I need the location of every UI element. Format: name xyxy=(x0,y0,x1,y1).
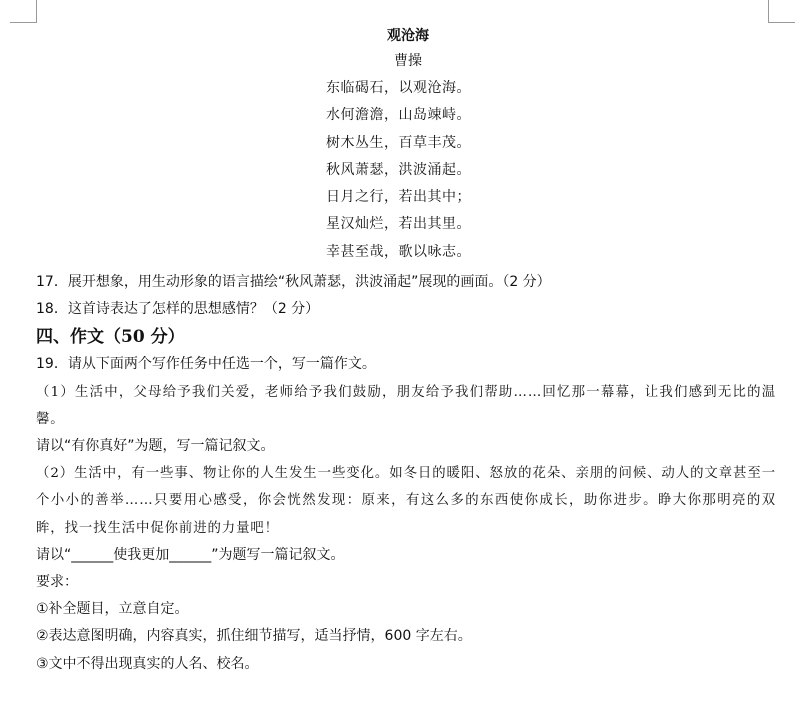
writing-task-2-instruction: 请以“______使我更加______”为题写一篇记叙文。 xyxy=(36,546,345,563)
poem-block xyxy=(0,24,812,260)
poem-line: 水何澹澹，山岛竦峙。 xyxy=(326,107,471,124)
writing-task-1: （1）生活中，父母给予我们关爱，老师给予我们鼓励，朋友给予我们帮助……回忆那一幕幕，让我们感到无比的温馨。 xyxy=(36,384,776,427)
poem-line: 日月之行，若出其中； xyxy=(326,189,471,206)
poem-line: 幸甚至哉，歌以咏志。 xyxy=(326,243,471,260)
exam-content xyxy=(36,269,776,678)
crop-mark-top-right xyxy=(768,0,795,23)
crop-mark-top-left xyxy=(10,0,37,23)
writing-task-1-instruction: 请以“有你真好”为题，写一篇记叙文。 xyxy=(36,437,275,454)
writing-task-2: （2）生活中，有一些事、物让你的人生发生一些变化。如冬日的暖阳、怒放的花朵、亲朋的问候、动人的文章甚至一个小小的善举……只要用心感受，你会恍然发现：原来，有这么多的东西使你成长，助你进步。睁大你那明亮的双眸，找一找生活中促你前进的力量吧！ xyxy=(36,466,776,536)
poem-lines xyxy=(326,75,526,266)
poem-line: 东临碣石，以观沧海。 xyxy=(326,80,471,96)
poem-title: 观沧海 xyxy=(387,28,429,44)
requirements-label: 要求： xyxy=(36,573,78,590)
poem-author: 曹操 xyxy=(394,53,422,69)
question-17: 17．展开想象，用生动形象的语言描绘“秋风萧瑟，洪波涌起”展现的画面。（2 分） xyxy=(36,274,551,290)
question-18: 18．这首诗表达了怎样的思想感情？（2 分） xyxy=(36,301,320,318)
requirement-item: ③文中不得出现真实的人名、校名。 xyxy=(36,655,259,672)
requirement-item: ①补全题目，立意自定。 xyxy=(36,601,189,618)
question-19: 19．请从下面两个写作任务中任选一个，写一篇作文。 xyxy=(36,356,376,373)
section-heading-composition: 四、作文（50 分） xyxy=(36,327,185,348)
poem-line: 秋风萧瑟，洪波涌起。 xyxy=(326,161,471,178)
poem-line: 树木丛生，百草丰茂。 xyxy=(326,134,471,151)
requirement-item: ②表达意图明确，内容真实，抓住细节描写，适当抒情，600 字左右。 xyxy=(36,628,472,645)
poem-line: 星汉灿烂，若出其里。 xyxy=(326,216,471,233)
